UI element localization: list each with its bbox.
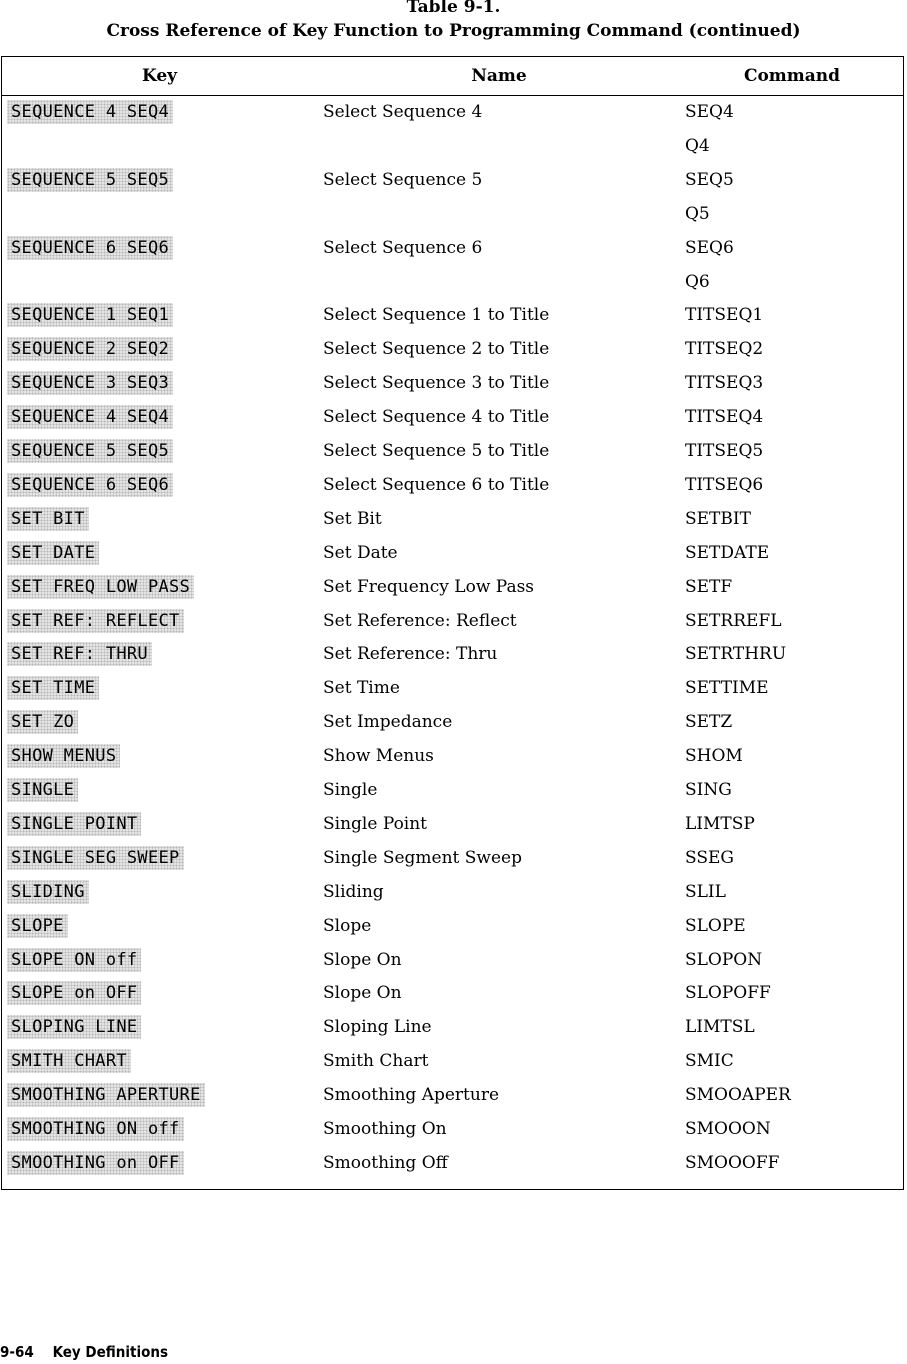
function-name: Select Sequence 2 to Title	[323, 339, 550, 360]
function-name: Single	[323, 780, 378, 800]
key-label: SET FREQ LOW PASS	[7, 575, 194, 599]
key-label: SINGLE	[7, 778, 78, 802]
key-label: SHOW MENUS	[7, 744, 120, 768]
programming-command: SLOPOFF	[685, 983, 771, 1004]
page-number: 9-64	[0, 1343, 34, 1361]
key-label: SMOOTHING APERTURE	[7, 1083, 205, 1107]
table-row	[2, 131, 903, 165]
programming-command: SMOOOFF	[685, 1152, 780, 1173]
programming-command: LIMTSP	[685, 813, 755, 834]
table-row	[2, 368, 903, 402]
table-row	[2, 1012, 903, 1046]
programming-command: SMOOAPER	[685, 1085, 791, 1106]
key-label: SEQUENCE 1 SEQ1	[7, 303, 173, 327]
programming-command: SMIC	[685, 1051, 734, 1072]
header-key: Key	[141, 66, 178, 86]
function-name: Select Sequence 4 to Title	[323, 407, 550, 428]
programming-command: SETDATE	[685, 542, 770, 563]
programming-command: SEQ6	[685, 237, 734, 258]
programming-command: TITSEQ5	[685, 441, 764, 461]
function-name: Slope On	[323, 949, 402, 970]
table-row	[2, 199, 903, 233]
function-name: Set Impedance	[323, 712, 453, 733]
key-label: SINGLE SEG SWEEP	[7, 846, 184, 870]
function-name: Select Sequence 6 to Title	[323, 474, 550, 495]
function-name: Sloping Line	[323, 1017, 432, 1038]
programming-command: SETBIT	[685, 508, 751, 529]
function-name: Smoothing On	[323, 1119, 447, 1139]
table-number: Table 9-1.	[406, 0, 501, 17]
function-name: Set Reference: Thru	[323, 644, 498, 665]
function-name: Set Time	[323, 678, 400, 699]
table-row	[2, 233, 903, 267]
table-header-row	[2, 57, 903, 96]
function-name: Smith Chart	[323, 1051, 429, 1072]
table-row	[2, 809, 903, 843]
programming-command: TITSEQ3	[685, 373, 764, 394]
table-row	[2, 572, 903, 606]
table-row	[2, 606, 903, 640]
programming-command: SEQ4	[685, 102, 734, 122]
programming-command: Q4	[685, 135, 710, 156]
table-row	[2, 877, 903, 911]
key-label: SET DATE	[7, 541, 99, 565]
key-label: SET REF: THRU	[7, 642, 152, 666]
programming-command: TITSEQ4	[685, 407, 764, 428]
function-name: Set Bit	[323, 508, 382, 529]
programming-command: SETRTHRU	[685, 644, 787, 665]
function-name: Slope On	[323, 983, 402, 1004]
programming-command: SHOM	[685, 746, 743, 767]
table-row	[2, 945, 903, 979]
programming-command: SETZ	[685, 712, 733, 733]
function-name: Sliding	[323, 881, 384, 902]
function-name: Select Sequence 4	[323, 102, 483, 122]
key-label: SLIDING	[7, 880, 89, 904]
cross-reference-table	[1, 56, 904, 1190]
key-label: SET BIT	[7, 507, 89, 531]
key-label: SEQUENCE 5 SEQ5	[7, 168, 173, 192]
programming-command: SETRREFL	[685, 610, 782, 631]
table-row	[2, 978, 903, 1012]
programming-command: SING	[685, 780, 732, 800]
table-row	[2, 300, 903, 334]
table-row	[2, 538, 903, 572]
programming-command: LIMTSL	[685, 1017, 755, 1038]
key-label: SMITH CHART	[7, 1049, 131, 1073]
function-name: Set Reference: Reflect	[323, 610, 517, 631]
table-row	[2, 775, 903, 809]
key-label: SEQUENCE 4 SEQ4	[7, 405, 173, 429]
key-label: SLOPE	[7, 914, 68, 938]
key-label: SEQUENCE 3 SEQ3	[7, 371, 173, 395]
function-name: Select Sequence 3 to Title	[323, 373, 550, 394]
programming-command: SEQ5	[685, 169, 734, 190]
function-name: Smoothing Aperture	[323, 1085, 500, 1106]
function-name: Select Sequence 5	[323, 169, 483, 190]
table-row	[2, 1114, 903, 1148]
table-row	[2, 470, 903, 504]
table-row	[2, 1080, 903, 1114]
key-label: SET REF: REFLECT	[7, 609, 184, 633]
function-name: Show Menus	[323, 746, 434, 767]
key-label: SEQUENCE 2 SEQ2	[7, 337, 173, 361]
programming-command: TITSEQ1	[685, 305, 764, 326]
function-name: Set Date	[323, 542, 398, 563]
table-row	[2, 165, 903, 199]
table-row	[2, 504, 903, 538]
table-row	[2, 1148, 903, 1182]
section-title: Key Definitions	[52, 1343, 168, 1361]
page-footer	[0, 1342, 168, 1362]
table-row	[2, 741, 903, 775]
programming-command: SSEG	[685, 847, 734, 868]
key-label: SEQUENCE 4 SEQ4	[7, 100, 173, 124]
key-label: SMOOTHING ON off	[7, 1117, 184, 1141]
table-title: Cross Reference of Key Function to Programming Command (continued)	[106, 21, 801, 41]
programming-command: SLIL	[685, 881, 726, 902]
table-row	[2, 436, 903, 470]
table-row	[2, 267, 903, 301]
programming-command: SLOPE	[685, 915, 746, 936]
key-label: SLOPE ON off	[7, 948, 141, 972]
programming-command: TITSEQ2	[685, 339, 764, 360]
table-row	[2, 707, 903, 741]
function-name: Slope	[323, 915, 372, 936]
table-row	[2, 673, 903, 707]
programming-command: Q5	[685, 203, 710, 224]
table-row	[2, 334, 903, 368]
programming-command: TITSEQ6	[685, 474, 764, 495]
programming-command: SLOPON	[685, 949, 763, 970]
table-row	[2, 402, 903, 436]
function-name: Single Segment Sweep	[323, 847, 522, 868]
key-label: SET ZO	[7, 710, 78, 734]
table-row	[2, 911, 903, 945]
key-label: SEQUENCE 6 SEQ6	[7, 236, 173, 260]
header-command: Command	[743, 66, 841, 86]
function-name: Set Frequency Low Pass	[323, 576, 535, 597]
programming-command: SETTIME	[685, 678, 769, 699]
function-name: Select Sequence 1 to Title	[323, 305, 550, 326]
header-name: Name	[471, 66, 527, 86]
programming-command: SMOOON	[685, 1119, 771, 1139]
key-label: SEQUENCE 5 SEQ5	[7, 439, 173, 463]
key-label: SLOPING LINE	[7, 1015, 141, 1039]
table-row	[2, 1046, 903, 1080]
function-name: Select Sequence 6	[323, 237, 483, 258]
programming-command: Q6	[685, 271, 710, 292]
function-name: Select Sequence 5 to Title	[323, 441, 550, 461]
key-label: SMOOTHING on OFF	[7, 1151, 184, 1175]
key-label: SLOPE on OFF	[7, 981, 141, 1005]
table-row	[2, 97, 903, 131]
key-label: SEQUENCE 6 SEQ6	[7, 473, 173, 497]
programming-command: SETF	[685, 576, 733, 597]
key-label: SINGLE POINT	[7, 812, 141, 836]
table-row	[2, 639, 903, 673]
function-name: Single Point	[323, 813, 428, 834]
table-row	[2, 843, 903, 877]
key-label: SET TIME	[7, 676, 99, 700]
function-name: Smoothing Off	[323, 1152, 448, 1173]
